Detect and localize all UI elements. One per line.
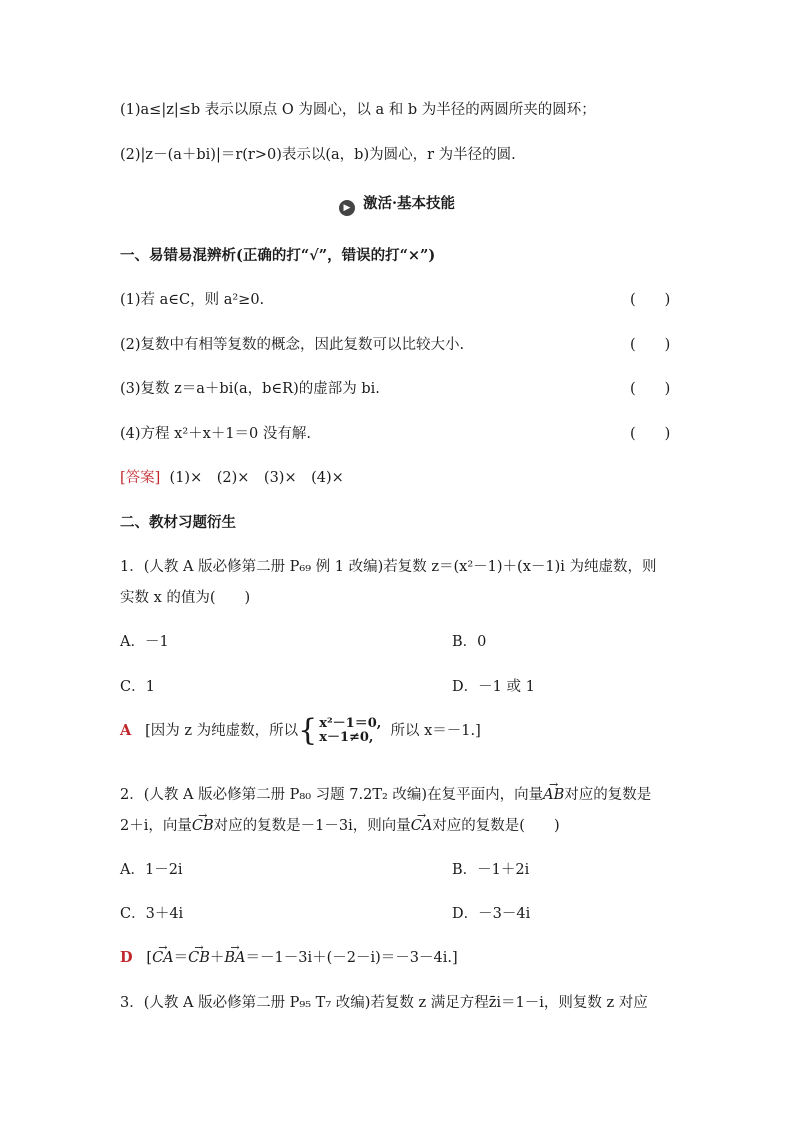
q1-eq1: x²－1＝0, [319,716,382,731]
q1-solution-pre: [因为 z 为纯虚数，所以 [145,723,299,739]
answer-text: (1)× (2)× (3)× (4)× [169,470,344,486]
vector-ba-solution: → BA [224,950,245,966]
q2-sol-eq: ＝ [173,950,189,966]
q2-answer-letter: D [120,949,133,966]
q1-eq2: x－1≠0, [319,730,374,745]
q2-solution [120,946,458,967]
judge-paren-3: ( ) [630,381,671,397]
intro-item-2: (2)|z－(a＋bi)|＝r(r>0)表示以(a，b)为圆心，r 为半径的圆. [120,147,516,163]
q2-option-b: B．－1＋2i [452,862,530,878]
q2-option-c: C．3＋4i [120,906,184,922]
play-icon: ▶ [339,200,355,216]
q2-option-a: A．1－2i [120,862,183,878]
q1-solution-post: 所以 x＝－1.] [390,723,481,739]
q2-option-d: D．－3－4i [452,906,531,922]
q2-stem-line1 [120,783,651,804]
vector-cb-solution: → CB [188,950,210,966]
vector-cb: → CB [192,818,214,834]
q2-stem-line2 [120,814,560,835]
section-heading [0,192,794,216]
judge-item-1: (1)若 a∈C，则 a²≥0. [120,292,265,308]
q2-sol-open: [ [146,950,153,966]
q2-line1-a: 2．(人教 A 版必修第二册 P₈₀ 习题 7.2T₂ 改编)在复平面内，向量 [120,787,544,803]
judge-item-4: (4)方程 x²＋x＋1＝0 没有解. [120,426,311,442]
q1-option-d: D．－1 或 1 [452,679,535,695]
q2-line2-a: 2＋i，向量 [120,818,192,834]
q2-sol-rest: ＝－1－3i＋(－2－i)＝－3－4i.] [245,950,458,966]
answer-label: [答案] [120,470,161,486]
q1-stem-line2: 实数 x 的值为( ) [120,590,251,606]
section-heading-text: 激活·基本技能 [362,195,456,212]
q2-line2-b: 对应的复数是－1－3i，则向量 [213,818,411,834]
vector-ab: → AB [543,787,564,803]
judge-item-3: (3)复数 z＝a＋bi(a，b∈R)的虚部为 bi. [120,381,380,397]
intro-item-1: (1)a≤|z|≤b 表示以原点 O 为圆心，以 a 和 b 为半径的两圆所夹的圆环； [120,102,596,118]
q1-stem-line1: 1．(人教 A 版必修第二册 P₆₉ 例 1 改编)若复数 z＝(x²－1)＋(x－1)i 为纯虚数，则 [120,559,657,575]
judge-paren-1: ( ) [630,292,671,308]
q1-option-b: B．0 [452,634,487,650]
part1-title: 一、易错易混辨析(正确的打“√”，错误的打“×”) [120,247,436,264]
brace-symbol: { [298,713,318,748]
judge-paren-4: ( ) [630,426,671,442]
q2-sol-plus: ＋ [209,950,225,966]
vector-ca-solution: → CA [152,950,174,966]
vector-ca: → CA [411,818,433,834]
part2-title: 二、教材习题衍生 [120,514,236,531]
judge-paren-2: ( ) [630,337,671,353]
equation-system [319,717,381,745]
judge-item-2: (2)复数中有相等复数的概念，因此复数可以比较大小. [120,337,465,353]
q2-line1-b: 对应的复数是 [564,787,652,803]
q1-solution [120,713,481,748]
q1-answer-letter: A [120,722,132,739]
q1-option-c: C．1 [120,679,155,695]
q3-stem-line1: 3．(人教 A 版必修第二册 P₉₅ T₇ 改编)若复数 z 满足方程z̄i＝1－i，则复数 z 对应 [120,995,648,1011]
q1-option-a: A．－1 [120,634,169,650]
answer-row [120,466,344,487]
q2-line2-c: 对应的复数是( ) [432,818,560,834]
